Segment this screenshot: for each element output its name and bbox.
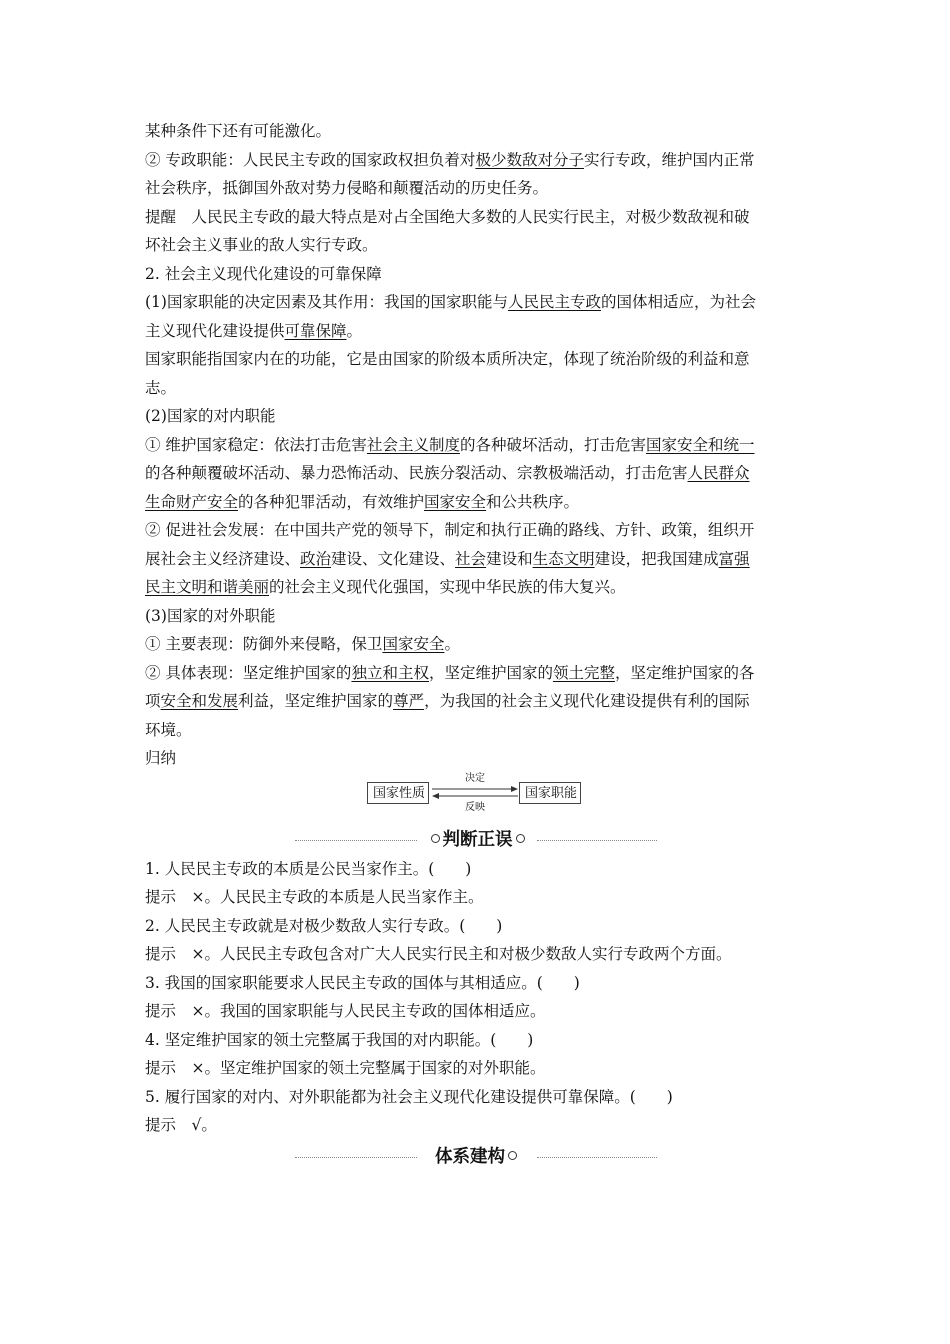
text: 环境。 [145, 720, 192, 739]
text: 坏社会主义事业的敌人实行专政。 [145, 236, 378, 254]
subheading: (3)国家的对外职能 [145, 606, 276, 625]
text-line [145, 146, 810, 175]
ring-icon [508, 1151, 517, 1160]
answer-text: 提示 ×。我国的国家职能与人民民主专政的国体相适应。 [145, 1002, 546, 1020]
text: 某种条件下还有可能激化。 [145, 122, 332, 140]
text: 。 [346, 321, 363, 340]
question-text: 2. 人民民主专政就是对极少数敌人实行专政。( ) [145, 916, 503, 935]
underlined-answer: 人民民主专政 [507, 293, 601, 311]
text: 的国体相适应，为社会 [600, 293, 756, 311]
text-line [145, 317, 810, 346]
question-text: 5. 履行国家的对内、对外职能都为社会主义现代化建设提供可靠保障。( ) [145, 1087, 673, 1106]
underlined-answer: 国家安全 [424, 492, 487, 511]
state-function-box: 国家职能 [519, 782, 581, 804]
state-nature-box: 国家性质 [367, 782, 429, 804]
text: 建设和 [486, 549, 533, 568]
answer-text: 提示 ×。人民民主专政的本质是人民当家作主。 [145, 888, 484, 906]
subheading: (2)国家的对内职能 [145, 407, 276, 425]
underlined-answer: 安全和发展 [160, 692, 239, 710]
text: (1)国家职能的决定因素及其作用：我国的国家职能与 [145, 293, 508, 311]
text: 展社会主义经济建设、 [145, 549, 301, 568]
answer-line [145, 1111, 810, 1140]
text: 的社会主义现代化强国，实现中华民族的伟大复兴。 [269, 578, 626, 596]
judge-section-header [145, 825, 810, 855]
underlined-answer: 社会主义制度 [366, 435, 460, 454]
text: 建设，把我国建成 [594, 549, 719, 568]
underlined-answer: 可靠保障 [284, 321, 347, 340]
underlined-answer: 政治 [300, 549, 332, 568]
text: 国家职能指国家内在的功能，它是由国家的阶级本质所决定，体现了统治阶级的利益和意 [145, 350, 750, 368]
text: 的各种犯罪活动，有效维护 [238, 492, 425, 511]
text: 利益，坚定维护国家的 [238, 692, 394, 710]
text-line [145, 687, 810, 716]
underlined-answer: 民主文明和谐美丽 [145, 578, 270, 596]
system-title-text: 体系建构 [435, 1146, 505, 1167]
question-text: 1. 人民民主专政的本质是公民当家作主。( ) [145, 859, 472, 878]
text-line [145, 716, 810, 745]
arrow-group [430, 773, 520, 813]
answer-text: 提示 √。 [145, 1116, 217, 1134]
text-line [145, 545, 810, 574]
question-text: 4. 坚定维护国家的领土完整属于我国的对内职能。( ) [145, 1030, 534, 1049]
underlined-answer: 生命财产安全 [145, 492, 239, 511]
text-line [145, 459, 810, 488]
text: 项 [145, 692, 161, 710]
text-line [145, 431, 810, 460]
text-line [145, 203, 810, 232]
system-title [145, 1142, 810, 1172]
relation-diagram [145, 773, 810, 831]
text-line [145, 374, 810, 403]
question-text: 3. 我国的国家职能要求人民民主专政的国体与其相适应。( ) [145, 973, 580, 992]
text: 提醒 人民民主专政的最大特点是对占全国绝大多数的人民实行民主，对极少数敌视和破 [145, 207, 750, 226]
text-line [145, 345, 810, 374]
question-line [145, 855, 810, 884]
underlined-answer: 独立和主权 [351, 663, 429, 682]
answer-line [145, 940, 810, 969]
question-line [145, 969, 810, 998]
text-line [145, 602, 810, 631]
text: ② 促进社会发展：在中国共产党的领导下，制定和执行正确的路线、方针、政策，组织开 [145, 521, 755, 539]
text: ，为我国的社会主义现代化建设提供有利的国际 [424, 692, 750, 710]
document-page [145, 117, 810, 1172]
text: ① 主要表现：防御外来侵略，保卫 [145, 635, 383, 653]
text-line [145, 659, 810, 688]
underlined-answer: 人民群众 [687, 464, 750, 482]
text: 建设、文化建设、 [331, 549, 456, 568]
question-line [145, 1083, 810, 1112]
text-line [145, 231, 810, 260]
question-line [145, 912, 810, 941]
text-line [145, 488, 810, 517]
judge-title-text: 判断正误 [442, 829, 513, 850]
text-line [145, 117, 810, 146]
text-line [145, 573, 810, 602]
underlined-answer: 国家安全 [382, 635, 445, 653]
ring-icon [431, 834, 440, 843]
text-line [145, 288, 810, 317]
decide-label: 决定 [465, 772, 485, 784]
underlined-answer: 国家安全和统一 [645, 435, 755, 454]
text: 志。 [145, 378, 177, 397]
text: ，坚定维护国家的 [428, 663, 553, 682]
section-heading: 2. 社会主义现代化建设的可靠保障 [145, 264, 382, 283]
underlined-answer: 领土完整 [552, 663, 615, 682]
text: 。 [444, 635, 460, 653]
underlined-answer: 生态文明 [532, 549, 595, 568]
text: 的各种颠覆破坏活动、暴力恐怖活动、民族分裂活动、宗教极端活动，打击危害 [145, 464, 688, 482]
text: 实行专政，维护国内正常 [583, 150, 755, 169]
text-line [145, 260, 810, 289]
text: ① 维护国家稳定：依法打击危害 [145, 435, 367, 454]
text: 的各种破坏活动，打击危害 [459, 435, 646, 454]
answer-line [145, 1054, 810, 1083]
underlined-answer: 极少数敌对分子 [475, 150, 584, 169]
text-line [145, 174, 810, 203]
summary-label: 归纳 [145, 749, 177, 767]
text-line [145, 516, 810, 545]
answer-line [145, 883, 810, 912]
underlined-answer: 富强 [718, 549, 750, 568]
underlined-answer: 尊严 [393, 692, 425, 710]
judge-title [145, 825, 810, 855]
text: 主义现代化建设提供 [145, 321, 285, 340]
text: ，坚定维护国家的各 [614, 663, 755, 682]
reflect-label: 反映 [465, 801, 485, 813]
underlined-answer: 社会 [455, 549, 487, 568]
text: ② 专政职能：人民民主专政的国家政权担负着对 [145, 150, 476, 169]
text: 和公共秩序。 [486, 492, 580, 511]
ring-icon [516, 834, 525, 843]
answer-text: 提示 ×。坚定维护国家的领土完整属于国家的对外职能。 [145, 1059, 546, 1077]
answer-text: 提示 ×。人民民主专政包含对广大人民实行民主和对极少数敌人实行专政两个方面。 [145, 945, 732, 963]
system-section-header [145, 1142, 810, 1172]
answer-line [145, 997, 810, 1026]
text-line [145, 630, 810, 659]
text: 社会秩序，抵御国外敌对势力侵略和颠覆活动的历史任务。 [145, 179, 549, 197]
text: ② 具体表现：坚定维护国家的 [145, 663, 352, 682]
text-line [145, 402, 810, 431]
question-line [145, 1026, 810, 1055]
